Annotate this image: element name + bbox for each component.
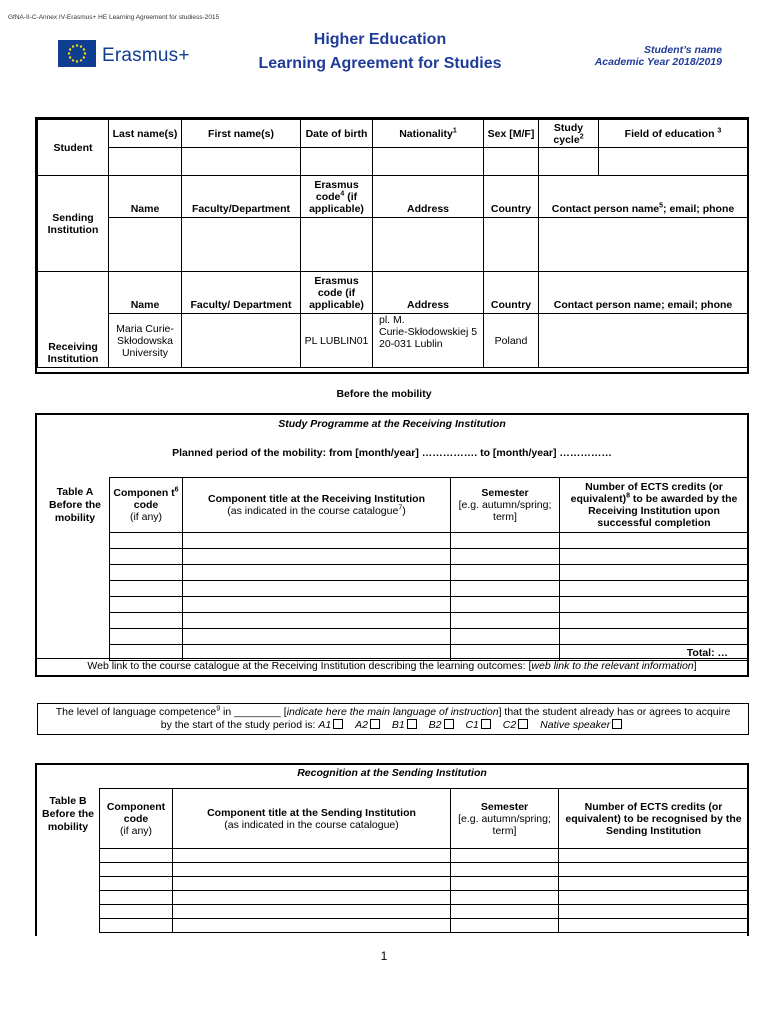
row-label-student: Student xyxy=(38,120,109,176)
table-a-label: Table A Before the mobility xyxy=(49,486,101,524)
checkbox-b2[interactable] xyxy=(444,719,454,729)
table-row xyxy=(110,565,749,581)
table-a xyxy=(109,477,749,661)
student-name-label: Student’s name xyxy=(644,44,722,56)
table-row xyxy=(100,877,749,891)
col-nationality: Nationality$^1$ xyxy=(373,120,484,148)
checkbox-c2[interactable] xyxy=(518,719,528,729)
col-a-component-title: Component title at the Receiving Institution (as indicated in the course catalogue$^7$) xyxy=(183,478,451,533)
col-b-component-title: Component title at the Sending Institution (as indicated in the course catalogue) xyxy=(173,789,451,849)
page-title: Higher Education xyxy=(313,31,447,48)
receiving-name-cell[interactable]: Maria Curie-Skłodowska University xyxy=(109,314,182,368)
student-name-block xyxy=(595,44,722,68)
col-a-semester: Semester [e.g. autumn/spring; term] xyxy=(451,478,560,533)
col-receiving-erasmus-code: Erasmus code (if applicable) xyxy=(301,272,373,314)
table-b-label: Table B Before the mobility xyxy=(42,795,94,833)
language-competence-line1: The level of language competence$^9$ in ________ [indicate here the main language of instruction] that the student already has or agrees to acquire xyxy=(55,705,731,718)
language-competence-line2: by the start of the study period is: A1 A2 B1 B2 C1 C2 Native speaker xyxy=(38,719,748,732)
eu-flag-icon xyxy=(58,40,96,67)
language-competence-box xyxy=(37,703,749,735)
table-row xyxy=(110,629,749,645)
col-receiving-name: Name xyxy=(109,272,182,314)
col-first-name: First name(s) xyxy=(182,120,301,148)
sending-data-row xyxy=(38,218,748,272)
table-row xyxy=(110,549,749,565)
erasmus-logo xyxy=(58,40,193,70)
table-a-total: Total: … xyxy=(560,645,749,661)
page-number: 1 xyxy=(380,949,388,963)
first-name-cell[interactable] xyxy=(182,148,301,176)
col-sending-contact: Contact person name$^5$; email; phone xyxy=(539,176,748,218)
col-b-ects: Number of ECTS credits (or equivalent) to be recognised by the Sending Institution xyxy=(559,789,749,849)
table-b-header-row xyxy=(100,789,749,849)
before-mobility-heading: Before the mobility xyxy=(336,388,432,400)
col-receiving-contact: Contact person name; email; phone xyxy=(539,272,748,314)
col-receiving-faculty: Faculty/ Department xyxy=(182,272,301,314)
col-a-ects: Number of ECTS credits (or equivalent)$^8$ to be awarded by the Receiving Institution upon successful completion xyxy=(560,478,749,533)
checkbox-b1[interactable] xyxy=(407,719,417,729)
checkbox-a1[interactable] xyxy=(333,719,343,729)
row-label-receiving: Receiving Institution xyxy=(38,272,109,368)
sending-code-cell[interactable] xyxy=(301,218,373,272)
sending-country-cell[interactable] xyxy=(484,218,539,272)
checkbox-native-speaker[interactable] xyxy=(612,719,622,729)
student-header-row xyxy=(38,120,748,148)
checkbox-a2[interactable] xyxy=(370,719,380,729)
col-sending-country: Country xyxy=(484,176,539,218)
table-row xyxy=(110,613,749,629)
page-subtitle: Learning Agreement for Studies xyxy=(258,55,502,72)
sending-contact-cell[interactable] xyxy=(539,218,748,272)
col-date-of-birth: Date of birth xyxy=(301,120,373,148)
table-row xyxy=(110,533,749,549)
table-a-title: Study Programme at the Receiving Institution xyxy=(278,418,506,430)
student-data-row xyxy=(38,148,748,176)
col-a-component-code: Componen $t^6$ code (if any) xyxy=(110,478,183,533)
table-row xyxy=(100,849,749,863)
course-catalogue-link[interactable]: Web link to the course catalogue at the Receiving Institution describing the learning outcomes: [web link to the relevant information] xyxy=(37,658,747,672)
table-row xyxy=(100,863,749,877)
table-b-title: Recognition at the Sending Institution xyxy=(297,767,487,779)
col-sex: Sex [M/F] xyxy=(484,120,539,148)
table-row xyxy=(110,597,749,613)
nationality-cell[interactable] xyxy=(373,148,484,176)
table-row xyxy=(100,919,749,933)
logo-text: Erasmus+ xyxy=(102,45,190,66)
sending-faculty-cell[interactable] xyxy=(182,218,301,272)
receiving-faculty-cell[interactable] xyxy=(182,314,301,368)
col-sending-name: Name xyxy=(109,176,182,218)
table-a-header-row xyxy=(110,478,749,533)
planned-period[interactable]: Planned period of the mobility: from [month/year] ……………. to [month/year] …………… xyxy=(172,447,612,459)
col-sending-erasmus-code: Erasmus code$^4$ (if applicable) xyxy=(301,176,373,218)
col-sending-faculty: Faculty/Department xyxy=(182,176,301,218)
col-b-semester: Semester [e.g. autumn/spring; term] xyxy=(451,789,559,849)
sex-cell[interactable] xyxy=(484,148,539,176)
checkbox-c1[interactable] xyxy=(481,719,491,729)
col-study-cycle: Study cycle$^2$ xyxy=(539,120,599,148)
student-table xyxy=(37,119,748,368)
receiving-address-cell[interactable]: pl. M. Curie-Skłodowskiej 5 20-031 Lublin xyxy=(373,314,484,368)
table-row xyxy=(110,581,749,597)
table-b xyxy=(99,788,749,933)
table-row xyxy=(100,891,749,905)
academic-year: Academic Year 2018/2019 xyxy=(594,56,722,68)
document-id: GfNA-II-C-Annex IV-Erasmus+ HE Learning Agreement for studiess-2015 xyxy=(8,14,220,21)
receiving-country-cell[interactable]: Poland xyxy=(484,314,539,368)
col-sending-address: Address xyxy=(373,176,484,218)
dob-cell[interactable] xyxy=(301,148,373,176)
receiving-contact-cell[interactable] xyxy=(539,314,748,368)
col-b-component-code: Component code (if any) xyxy=(100,789,173,849)
receiving-header-row xyxy=(38,272,748,314)
sending-address-cell[interactable] xyxy=(373,218,484,272)
study-cycle-cell[interactable] xyxy=(539,148,599,176)
col-receiving-address: Address xyxy=(373,272,484,314)
col-last-name: Last name(s) xyxy=(109,120,182,148)
receiving-code-cell[interactable]: PL LUBLIN01 xyxy=(301,314,373,368)
field-cell[interactable] xyxy=(599,148,748,176)
receiving-data-row xyxy=(38,314,748,368)
col-receiving-country: Country xyxy=(484,272,539,314)
sending-header-row xyxy=(38,176,748,218)
col-field-of-education: Field of education $^3$ xyxy=(599,120,748,148)
sending-name-cell[interactable] xyxy=(109,218,182,272)
row-label-sending: Sending Institution xyxy=(38,176,109,272)
table-row xyxy=(100,905,749,919)
last-name-cell[interactable] xyxy=(109,148,182,176)
